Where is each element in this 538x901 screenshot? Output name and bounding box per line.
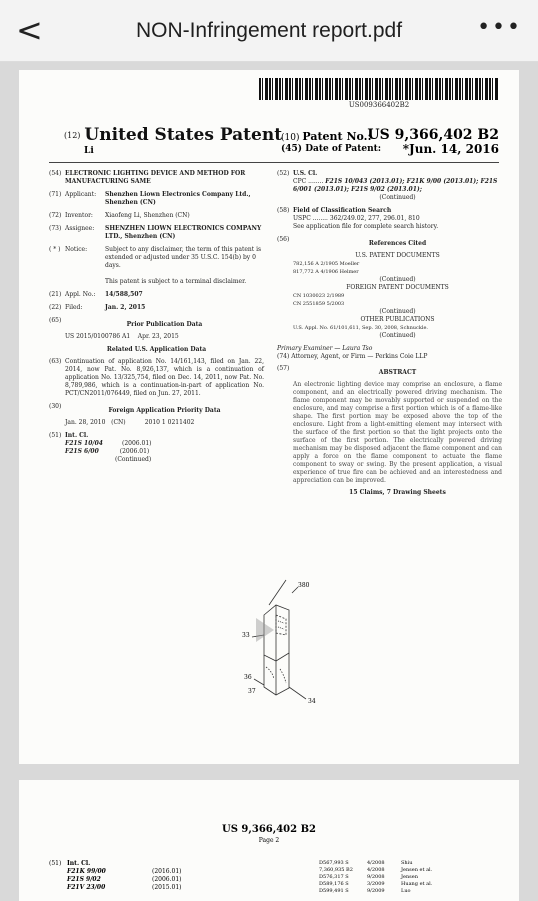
list-item: D576,317 S 9/2008 Jensen [319, 874, 418, 880]
page2-patent-number: US 9,366,402 B2 [222, 824, 316, 835]
page2-references [319, 860, 499, 895]
abstract-entry: (57) ABSTRACT An electronic lighting device may comprise an enclosure, a flame component, and an electrically powered driving mechanism. The flame component may be movably supported or suspended on the enclosure, and may comprise a first portion which is of a flame-like shape. The first portion may be exposed above the top of the enclosure. Light from a light-emitting element may intersect with the surface of the first portion so that the light projects onto the surface of the first portion. The electrically powered driving mechanism may be disposed adjacent the flame component and can apply a force on the flame component to actuate the flame component to sway or swing. By the present application, a visual experience of true fire can be achieved and an interestedness and appreciation can be improved. 15 Claims, 7 Drawing Sheets [277, 365, 502, 496]
patent-no-label: (10) Patent No.: [281, 130, 372, 143]
play-overlay-icon[interactable] [256, 618, 274, 642]
list-item: F21K 99/00 (2016.01) [67, 868, 182, 875]
notice-entry: ( * ) Notice: Subject to any disclaimer, the term of this patent is extended or adjusted under 35 U.S.C. 154(b) by 0 days. This patent is subject to a terminal disclaimer. [49, 246, 262, 285]
filed-entry: (22) Filed: Jan. 2, 2015 [49, 304, 146, 311]
drawing-label: 380 [298, 582, 310, 589]
left-column [49, 170, 264, 469]
drawing-label: 34 [308, 698, 316, 705]
invention-title: ELECTRONIC LIGHTING DEVICE AND METHOD FOR MANUFACTURING SAME [65, 170, 246, 185]
appl-no-entry: (21) Appl. No.: 14/588,507 [49, 291, 143, 298]
list-item: D599,491 S 9/2009 Luo [319, 888, 411, 894]
barcode-graphic [259, 78, 499, 100]
inventor-surname: Li [84, 146, 94, 156]
header-divider [49, 162, 499, 163]
back-chevron-icon[interactable]: < [16, 11, 43, 49]
int-cl-entry: (51) Int. Cl. F21S 10/04 (2006.01) F21S 6/00 (2006.01) (Continued) [49, 432, 152, 463]
related-app-entry: (63) Continuation of application No. 14/161,143, filed on Jan. 22, 2014, now Pat. No. 8,926,137, which is a continuation of application No. 13/325,754, filed on Dec. 14, 2011, now Pat. No. 8,789,986, which is a continuation-in-part of application No. PCT/CN2011/076449, filed on Jun. 27, 2011. [49, 358, 264, 397]
field-search-entry: (58) Field of Classification Search USPC ........ 362/249.02, 277, 296.01, 810 See application file for complete search history. [277, 207, 439, 230]
attorney-agent: (74) Attorney, Agent, or Firm — Perkins Coie LLP [277, 353, 428, 360]
document-title: NON-Infringement report.pdf [135, 18, 403, 42]
pdf-viewer-header [0, 0, 538, 62]
patent-type-heading: (12) United States Patent [64, 125, 283, 145]
inventor-entry: (72) Inventor: Xiaofeng Li, Shenzhen (CN) [49, 212, 190, 219]
claims-summary: 15 Claims, 7 Drawing Sheets [349, 489, 446, 496]
related-app-heading: Related U.S. Application Data [106, 346, 207, 353]
us-cl-entry: (52) U.S. Cl. CPC ........ F21S 10/043 (2013.01); F21K 9/00 (2013.01); F21S 6/001 (2013.01); F21S 9/02 (2013.01); (Continued) [277, 170, 498, 201]
references-entry: (56) References Cited U.S. PATENT DOCUMENTS 782,156 A 2/1905 Moeller 817,772 A 4/1906 Helmer (Continued) FOREIGN PATENT DOCUMENTS CN 1030023 2/1989 CN 2551859 5/2003 (Continued) OTHER PUBLICATIONS U.S. Appl. No. 61/101,611, Sep. 30, 2008, Schnuckle. (Continued) [277, 236, 449, 339]
list-item: D567,993 S 4/2008 Shiu [319, 860, 413, 866]
list-item: F21V 23/00 (2015.01) [67, 884, 182, 891]
date-of-patent: *Jun. 14, 2016 [402, 142, 499, 156]
title-entry: (54) ELECTRONIC LIGHTING DEVICE AND METHOD FOR MANUFACTURING SAME [49, 170, 264, 186]
prior-publication-entry: (65) Prior Publication Data US 2015/0100786 A1 Apr. 23, 2015 [49, 317, 203, 340]
barcode-number: US009366402B2 [348, 101, 410, 109]
list-item: F21S 9/02 (2006.01) [67, 876, 182, 883]
right-column [277, 170, 502, 506]
assignee-entry: (73) Assignee: SHENZHEN LIOWN ELECTRONICS COMPANY LTD., Shenzhen (CN) [49, 225, 262, 240]
list-item: 7,360,935 B2 4/2008 Jensen et al. [319, 867, 433, 873]
pdf-page-2[interactable] [19, 780, 519, 901]
patent-number: US 9,366,402 B2 [367, 127, 499, 143]
foreign-priority-entry: (30) Foreign Application Priority Data Jan. 28, 2010 (CN) 2010 1 0211402 [49, 403, 221, 426]
page2-int-cl: (51) Int. Cl. F21K 99/00 (2016.01) F21S 9/02 (2006.01) F21V 23/00 (2015.01) [49, 860, 249, 892]
list-item: D589,176 S 3/2009 Huang et al. [319, 881, 433, 887]
pdf-page-1[interactable] [19, 70, 519, 764]
date-of-patent-label: (45) Date of Patent: [281, 144, 382, 154]
more-options-icon[interactable]: ••• [477, 15, 522, 40]
drawing-label: 37 [248, 688, 256, 695]
drawing-label: 33 [242, 632, 250, 639]
abstract-text: An electronic lighting device may comprise an enclosure, a flame component, and an electrically powered driving mechanism. The flame component may be movably supported or suspended on the enclosure, and may comprise a first portion which is of a flame-like shape. The first portion may be exposed above the top of the enclosure. Light from a light-emitting element may intersect with the surface of the first portion so that the light projects onto the surface of the first portion. The electrically powered driving mechanism may be disposed adjacent the flame component and can apply a force on the flame component to actuate the flame component to sway or swing. By the present application, a visual experience of true fire can be achieved and an interestedness and appreciation can be improved. [293, 381, 502, 484]
primary-examiner: Primary Examiner — Laura Tso [277, 345, 373, 352]
page2-page-label: Page 2 [258, 837, 280, 844]
patent-drawing [214, 575, 344, 735]
applicant-entry: (71) Applicant: Shenzhen Liown Electronics Company Ltd., Shenzhen (CN) [49, 191, 251, 206]
drawing-label: 36 [244, 674, 252, 681]
